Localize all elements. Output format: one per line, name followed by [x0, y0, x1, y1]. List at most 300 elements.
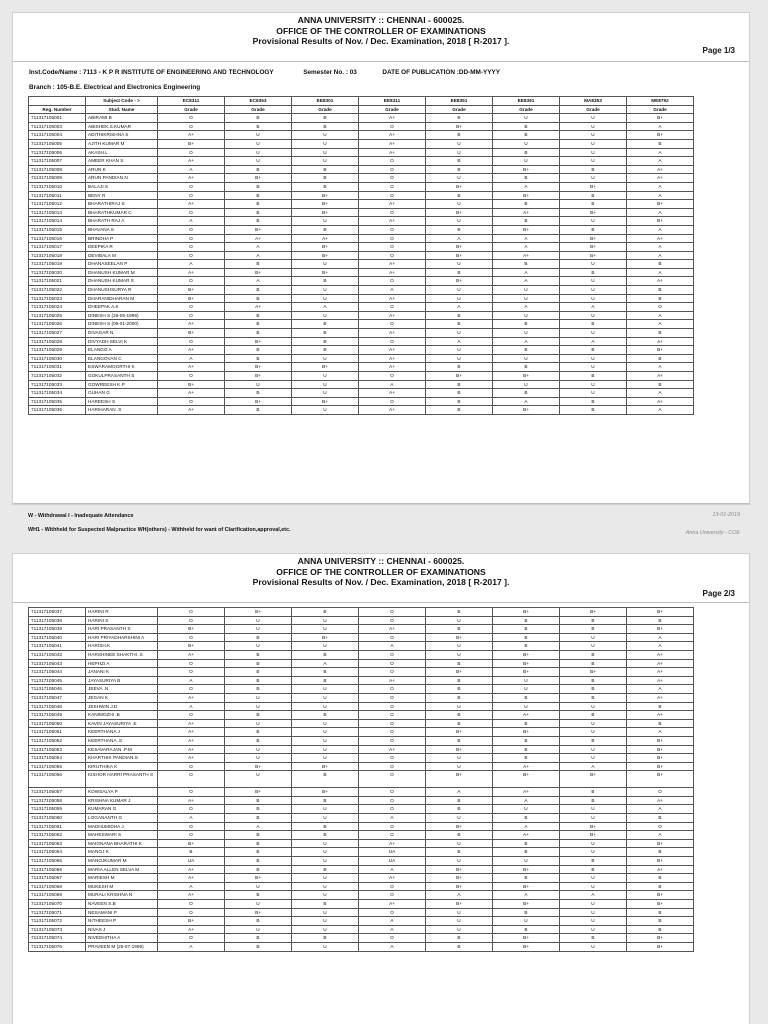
grade-header: Grade: [493, 105, 560, 114]
grade-cell: A: [627, 633, 694, 642]
grade-cell: U: [292, 616, 359, 625]
grade-cell: B+: [426, 208, 493, 217]
grade-cell: U: [560, 908, 627, 917]
grade-cell: B: [426, 693, 493, 702]
grade-cell: U: [426, 294, 493, 303]
grade-cell: B: [560, 711, 627, 720]
grade-cell: O: [158, 831, 225, 840]
grade-cell: B+: [225, 788, 292, 797]
reg-number-cell: 711317105025: [29, 311, 86, 320]
grade-cell: U: [560, 642, 627, 651]
grade-cell: B: [225, 217, 292, 226]
grade-cell: U: [560, 719, 627, 728]
grade-cell: O: [158, 805, 225, 814]
grade-cell: U: [292, 702, 359, 711]
grade-cell: B: [627, 882, 694, 891]
grade-cell: B: [426, 114, 493, 123]
grade-cell: U: [426, 642, 493, 651]
grade-cell: U: [292, 294, 359, 303]
subject-code-row: [29, 97, 694, 106]
grade-cell: B+: [426, 633, 493, 642]
grade-cell: A: [426, 788, 493, 797]
reg-number-cell: 711317105017: [29, 243, 86, 252]
grade-cell: U: [426, 917, 493, 926]
grade-cell: B+: [158, 839, 225, 848]
table-row: [29, 814, 694, 823]
student-name-cell: LOGANANTH G: [86, 814, 158, 823]
grade-cell: B+: [627, 200, 694, 209]
reg-number-cell: 711317105032: [29, 372, 86, 381]
reg-number-cell: 711317105071: [29, 908, 86, 917]
grade-cell: A: [627, 251, 694, 260]
grade-cell: B: [225, 711, 292, 720]
grade-cell: B+: [493, 225, 560, 234]
grade-cell: O: [359, 762, 426, 771]
institution-line: [29, 69, 500, 76]
student-name-cell: KEERTHANA J: [86, 728, 158, 737]
grade-cell: U: [426, 616, 493, 625]
reg-number-cell: 711317105014: [29, 217, 86, 226]
grade-cell: A+: [493, 208, 560, 217]
table-row: [29, 122, 694, 131]
reg-number-cell: 711317105022: [29, 286, 86, 295]
grade-cell: O: [359, 831, 426, 840]
results-title: Provisional Results of Nov. / Dec. Examination, 2018 [ R-2017 ].: [252, 577, 510, 587]
table-row: [29, 251, 694, 260]
grade-cell: O: [627, 788, 694, 797]
grade-cell: B: [292, 182, 359, 191]
grade-cell: A+: [158, 200, 225, 209]
reg-number-cell: 711317105009: [29, 174, 86, 183]
table-row: [29, 268, 694, 277]
reg-number-cell: 711317105016: [29, 234, 86, 243]
reg-number-cell: 711317105021: [29, 277, 86, 286]
reg-number-cell: 711317105003: [29, 122, 86, 131]
grade-cell: U: [493, 311, 560, 320]
page-header: [13, 554, 749, 588]
grade-cell: U: [292, 917, 359, 926]
grade-cell: B+: [292, 191, 359, 200]
grade-cell: A+: [359, 268, 426, 277]
grade-cell: B: [426, 131, 493, 140]
grade-cell: B: [560, 788, 627, 797]
grade-cell: A+: [158, 925, 225, 934]
subject-code-EE8301: EE8301: [292, 97, 359, 106]
grade-cell: B: [627, 260, 694, 269]
grade-cell: U: [426, 857, 493, 866]
grade-cell: B+: [627, 114, 694, 123]
grade-cell: B+: [627, 346, 694, 355]
grade-cell: O: [359, 303, 426, 312]
grade-cell: B: [560, 736, 627, 745]
grade-cell: U: [493, 294, 560, 303]
student-name-cell: DIVYADH SELVI K: [86, 337, 158, 346]
grade-cell: B+: [292, 397, 359, 406]
grade-cell: A+: [158, 131, 225, 140]
grade-cell: UA: [359, 857, 426, 866]
grade-cell: B+: [426, 728, 493, 737]
grade-cell: B: [225, 650, 292, 659]
grade-cell: B: [560, 650, 627, 659]
grade-cell: O: [158, 225, 225, 234]
student-name-cell: JAYASURIYA B: [86, 676, 158, 685]
reg-number-cell: 711317105069: [29, 891, 86, 900]
grade-cell: A+: [359, 874, 426, 883]
student-name-cell: KESAVARAJAN .P.M: [86, 745, 158, 754]
grade-cell: O: [359, 337, 426, 346]
grade-cell: U: [560, 805, 627, 814]
reg-number-cell: 711317105042: [29, 650, 86, 659]
reg-number-cell: 711317105045: [29, 676, 86, 685]
grade-cell: O: [359, 702, 426, 711]
student-name-cell: ELANGO A: [86, 346, 158, 355]
grade-cell: O: [158, 608, 225, 617]
grade-cell: U: [292, 925, 359, 934]
grade-cell: U: [493, 380, 560, 389]
student-name-cell: AJITH KUMAR M: [86, 139, 158, 148]
grade-cell: O: [359, 174, 426, 183]
reg-number-cell: 711317105018: [29, 251, 86, 260]
table-row: [29, 148, 694, 157]
grade-cell: B: [560, 934, 627, 943]
table-row: [29, 225, 694, 234]
grade-cell: U: [560, 329, 627, 338]
grade-cell: B+: [627, 934, 694, 943]
grade-cell: U: [225, 882, 292, 891]
grade-cell: U: [225, 693, 292, 702]
grade-cell: A+: [158, 174, 225, 183]
table-row: [29, 303, 694, 312]
student-name-cell: GOWREESH K.P: [86, 380, 158, 389]
grade-cell: U: [560, 633, 627, 642]
grade-cell: B+: [493, 771, 560, 788]
grade-cell: B: [225, 942, 292, 951]
grade-cell: U: [225, 754, 292, 763]
grade-cell: A: [158, 260, 225, 269]
student-name-cell: PRAVEEN M (25-07-1999): [86, 942, 158, 951]
table-row: [29, 736, 694, 745]
table-row: [29, 389, 694, 398]
grade-cell: O: [158, 908, 225, 917]
grade-cell: B: [560, 268, 627, 277]
reg-number-cell: 711317105070: [29, 900, 86, 909]
grade-cell: B: [225, 839, 292, 848]
grade-cell: U: [426, 814, 493, 823]
grade-cell: B: [225, 728, 292, 737]
grade-cell: B: [426, 191, 493, 200]
student-name-cell: JEEVA .N: [86, 685, 158, 694]
student-name-cell: DHANUSHSURYA R: [86, 286, 158, 295]
grade-cell: A+: [627, 659, 694, 668]
grade-cell: U: [292, 805, 359, 814]
grade-cell: U: [292, 942, 359, 951]
publication-date: DATE OF PUBLICATION :DD-MM-YYYY: [382, 69, 501, 76]
grade-cell: B: [493, 148, 560, 157]
grade-cell: U: [426, 217, 493, 226]
grade-cell: U: [292, 754, 359, 763]
semester-number: Semester No. : 03: [303, 69, 357, 76]
grade-cell: A+: [627, 174, 694, 183]
grade-cell: A+: [158, 865, 225, 874]
results-page-1: [12, 12, 750, 505]
grade-cell: O: [158, 277, 225, 286]
grade-cell: B: [225, 917, 292, 926]
grade-cell: B: [493, 848, 560, 857]
grade-cell: U: [426, 260, 493, 269]
student-name-cell: KAVIN JAYASURIYA .E: [86, 719, 158, 728]
grade-cell: A: [627, 831, 694, 840]
institution-name: Inst.Code/Name : 7113 - K P R INSTITUTE OF ENGINEERING AND TECHNOLOGY: [29, 69, 274, 76]
grade-cell: B: [493, 754, 560, 763]
grade-cell: A+: [359, 625, 426, 634]
student-name-cell: DINESH S (28-05-1999): [86, 311, 158, 320]
grade-cell: U: [493, 676, 560, 685]
reg-number-cell: 711317105044: [29, 668, 86, 677]
grade-cell: B+: [426, 243, 493, 252]
grade-cell: B+: [426, 122, 493, 131]
grade-cell: A+: [158, 728, 225, 737]
grade-cell: B+: [292, 788, 359, 797]
reg-number-cell: 711317105063: [29, 839, 86, 848]
grade-cell: B+: [493, 942, 560, 951]
table-row: [29, 182, 694, 191]
grade-cell: A+: [359, 745, 426, 754]
grade-cell: U: [225, 157, 292, 166]
grade-cell: O: [158, 633, 225, 642]
student-name-cell: DEVIBALA M: [86, 251, 158, 260]
grade-cell: O: [158, 114, 225, 123]
table-row: [29, 788, 694, 797]
grade-cell: B: [225, 191, 292, 200]
grade-cell: A: [359, 814, 426, 823]
grade-cell: A+: [627, 711, 694, 720]
grade-cell: U: [426, 925, 493, 934]
reg-number-cell: 711317105056: [29, 771, 86, 788]
grade-cell: B: [225, 286, 292, 295]
grade-cell: B: [426, 736, 493, 745]
student-name-cell: ELANGOVAN C: [86, 354, 158, 363]
grade-cell: B: [426, 796, 493, 805]
table-row: [29, 131, 694, 140]
grade-cell: A: [493, 796, 560, 805]
grade-cell: A+: [493, 831, 560, 840]
grade-cell: B+: [560, 771, 627, 788]
student-name-cell: KOWSALYA P: [86, 788, 158, 797]
grade-cell: U: [493, 685, 560, 694]
subject-code-EE8391: EE8391: [493, 97, 560, 106]
reg-number-cell: 711317105057: [29, 788, 86, 797]
grade-cell: A+: [359, 406, 426, 415]
student-name-cell: KISHOR HARRI PRASANTH S: [86, 771, 158, 788]
grade-cell: A: [359, 380, 426, 389]
grade-cell: A: [359, 925, 426, 934]
reg-number-cell: 711317105041: [29, 642, 86, 651]
grade-cell: O: [158, 148, 225, 157]
reg-number-cell: 711317105061: [29, 822, 86, 831]
grade-cell: B: [292, 900, 359, 909]
grade-cell: A+: [158, 719, 225, 728]
grade-cell: O: [359, 934, 426, 943]
grade-cell: B+: [225, 268, 292, 277]
grade-cell: B: [225, 848, 292, 857]
table-row: [29, 796, 694, 805]
grade-cell: U: [426, 139, 493, 148]
grade-cell: B: [225, 796, 292, 805]
blank-cell: [29, 97, 86, 106]
grade-cell: B: [225, 260, 292, 269]
grade-cell: A: [158, 882, 225, 891]
grade-cell: U: [560, 389, 627, 398]
grade-cell: A+: [292, 234, 359, 243]
grade-cell: U: [560, 839, 627, 848]
grade-cell: B+: [158, 917, 225, 926]
grade-cell: B: [225, 389, 292, 398]
table-row: [29, 294, 694, 303]
reg-number-cell: 711317105028: [29, 337, 86, 346]
grade-cell: B: [493, 814, 560, 823]
grade-cell: U: [292, 380, 359, 389]
grade-cell: U: [560, 848, 627, 857]
grade-cell: B+: [627, 608, 694, 617]
grade-cell: B: [560, 165, 627, 174]
table-row: [29, 139, 694, 148]
grade-cell: B+: [225, 908, 292, 917]
grade-cell: A: [627, 642, 694, 651]
grade-cell: U: [493, 157, 560, 166]
table-row: [29, 754, 694, 763]
grade-cell: U: [292, 848, 359, 857]
grade-cell: U: [225, 702, 292, 711]
table-row: [29, 354, 694, 363]
grade-cell: U: [560, 754, 627, 763]
grade-cell: U: [225, 625, 292, 634]
grade-cell: O: [158, 900, 225, 909]
divider: [13, 503, 749, 504]
student-name-cell: BHAVANA S: [86, 225, 158, 234]
grade-cell: B+: [627, 900, 694, 909]
reg-number-cell: 711317105054: [29, 754, 86, 763]
grade-cell: B+: [426, 277, 493, 286]
grade-cell: A: [493, 303, 560, 312]
grade-cell: A+: [158, 346, 225, 355]
grade-cell: B: [426, 805, 493, 814]
grade-cell: U: [493, 114, 560, 123]
grade-cell: B+: [493, 406, 560, 415]
table-row: [29, 865, 694, 874]
grade-cell: A: [627, 122, 694, 131]
grade-cell: O: [359, 157, 426, 166]
student-name-cell: MUKESH M: [86, 882, 158, 891]
grade-cell: A: [426, 303, 493, 312]
grade-cell: B: [292, 796, 359, 805]
grade-cell: B: [426, 397, 493, 406]
grade-cell: O: [359, 788, 426, 797]
grade-cell: A+: [158, 157, 225, 166]
student-name-cell: BHARATHIRAJ S: [86, 200, 158, 209]
grade-cell: B: [493, 693, 560, 702]
grade-cell: U: [560, 286, 627, 295]
grade-cell: B: [426, 685, 493, 694]
grade-cell: U: [560, 260, 627, 269]
grade-cell: B+: [426, 865, 493, 874]
grade-cell: A+: [225, 234, 292, 243]
grade-cell: O: [359, 659, 426, 668]
reg-number-cell: 711317105037: [29, 608, 86, 617]
grade-cell: B+: [292, 633, 359, 642]
reg-number-cell: 711317105064: [29, 848, 86, 857]
grade-cell: B: [426, 406, 493, 415]
grade-cell: O: [359, 191, 426, 200]
grade-cell: A+: [359, 346, 426, 355]
grade-header: Grade: [627, 105, 694, 114]
grade-cell: A: [158, 942, 225, 951]
student-name-cell: BALAJI S: [86, 182, 158, 191]
table-row: [29, 311, 694, 320]
reg-number-cell: 711317105001: [29, 114, 86, 123]
grade-cell: B: [225, 200, 292, 209]
table-row: [29, 711, 694, 720]
grade-cell: A+: [359, 294, 426, 303]
grade-cell: U: [426, 354, 493, 363]
grade-cell: O: [359, 796, 426, 805]
grade-cell: B: [225, 865, 292, 874]
grade-cell: A+: [627, 397, 694, 406]
student-name-cell: KIRUTHIKA K: [86, 762, 158, 771]
table-row: [29, 831, 694, 840]
grade-cell: B+: [158, 380, 225, 389]
student-name-cell: AKASH.L: [86, 148, 158, 157]
grade-cell: A: [493, 337, 560, 346]
grade-header: Grade: [225, 105, 292, 114]
student-name-cell: JANANI K: [86, 668, 158, 677]
grade-cell: B: [292, 934, 359, 943]
grade-cell: A: [627, 728, 694, 737]
reg-number-cell: 711317105015: [29, 225, 86, 234]
grade-cell: A: [627, 389, 694, 398]
grade-cell: B: [292, 822, 359, 831]
grade-cell: B: [292, 329, 359, 338]
results-title: Provisional Results of Nov. / Dec. Examination, 2018 [ R-2017 ].: [252, 36, 510, 46]
grade-cell: B: [493, 174, 560, 183]
grade-cell: U: [292, 372, 359, 381]
grade-cell: B: [560, 796, 627, 805]
grade-cell: U: [292, 311, 359, 320]
grade-cell: B: [426, 848, 493, 857]
grade-cell: U: [292, 814, 359, 823]
grade-cell: B: [426, 268, 493, 277]
table-row: [29, 625, 694, 634]
reg-number-cell: 711317105011: [29, 191, 86, 200]
grade-cell: B: [426, 831, 493, 840]
reg-number-cell: 711317105005: [29, 139, 86, 148]
grade-cell: U: [493, 354, 560, 363]
grade-cell: U: [493, 857, 560, 866]
reg-number-cell: 711317105068: [29, 882, 86, 891]
table-row: [29, 745, 694, 754]
grade-cell: B: [292, 346, 359, 355]
student-name-cell: KRISHNA KUMAR J: [86, 796, 158, 805]
grade-cell: U: [560, 363, 627, 372]
reg-number-cell: 711317105034: [29, 389, 86, 398]
table-row: [29, 805, 694, 814]
grade-cell: U: [292, 217, 359, 226]
reg-number-cell: 711317105040: [29, 633, 86, 642]
grade-cell: B: [493, 616, 560, 625]
grade-cell: B: [225, 182, 292, 191]
grade-cell: U: [426, 839, 493, 848]
grade-cell: B: [292, 337, 359, 346]
grade-cell: B: [627, 814, 694, 823]
